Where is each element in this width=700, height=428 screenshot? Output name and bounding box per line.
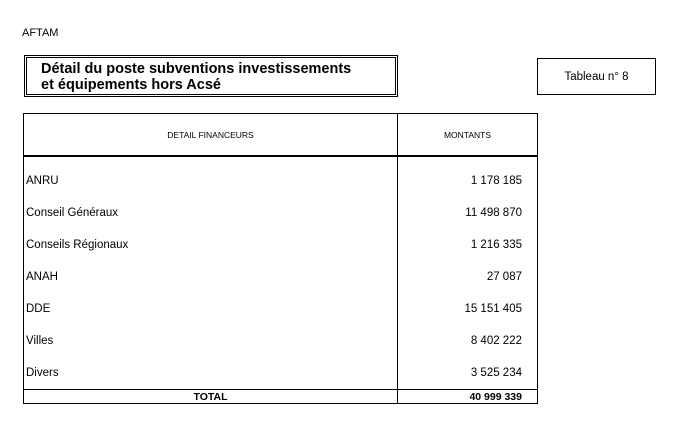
- spacer-row: [24, 156, 538, 165]
- total-row: [24, 390, 538, 404]
- row-name: DDE: [24, 293, 398, 325]
- table-row: [24, 325, 538, 357]
- column-header-detail: DETAIL FINANCEURS: [24, 114, 398, 157]
- row-name: ANRU: [24, 165, 398, 197]
- financeurs-table: [23, 113, 538, 404]
- row-amount: 15 151 405: [398, 293, 538, 325]
- row-name: Villes: [24, 325, 398, 357]
- document-title-box: [24, 55, 398, 97]
- total-label: TOTAL: [24, 390, 398, 404]
- row-amount: 27 087: [398, 261, 538, 293]
- row-name: Divers: [24, 357, 398, 390]
- table-row: [24, 165, 538, 197]
- table-number-label: Tableau n° 8: [564, 70, 629, 83]
- row-amount: 3 525 234: [398, 357, 538, 390]
- table-row: [24, 229, 538, 261]
- row-amount: 11 498 870: [398, 197, 538, 229]
- column-header-amount: MONTANTS: [398, 114, 538, 157]
- table-row: [24, 357, 538, 390]
- organization-name: AFTAM: [22, 27, 59, 39]
- row-amount: 8 402 222: [398, 325, 538, 357]
- row-amount: 1 178 185: [398, 165, 538, 197]
- row-amount: 1 216 335: [398, 229, 538, 261]
- table-header-row: [24, 114, 538, 157]
- title-line-1: Détail du poste subventions investissements: [41, 61, 352, 77]
- total-amount: 40 999 339: [398, 390, 538, 404]
- row-name: Conseil Généraux: [24, 197, 398, 229]
- row-name: ANAH: [24, 261, 398, 293]
- table-row: [24, 293, 538, 325]
- table-row: [24, 261, 538, 293]
- table-row: [24, 197, 538, 229]
- row-name: Conseils Régionaux: [24, 229, 398, 261]
- title-line-2: et équipements hors Acsé: [41, 77, 221, 93]
- table-number-box: [537, 58, 656, 95]
